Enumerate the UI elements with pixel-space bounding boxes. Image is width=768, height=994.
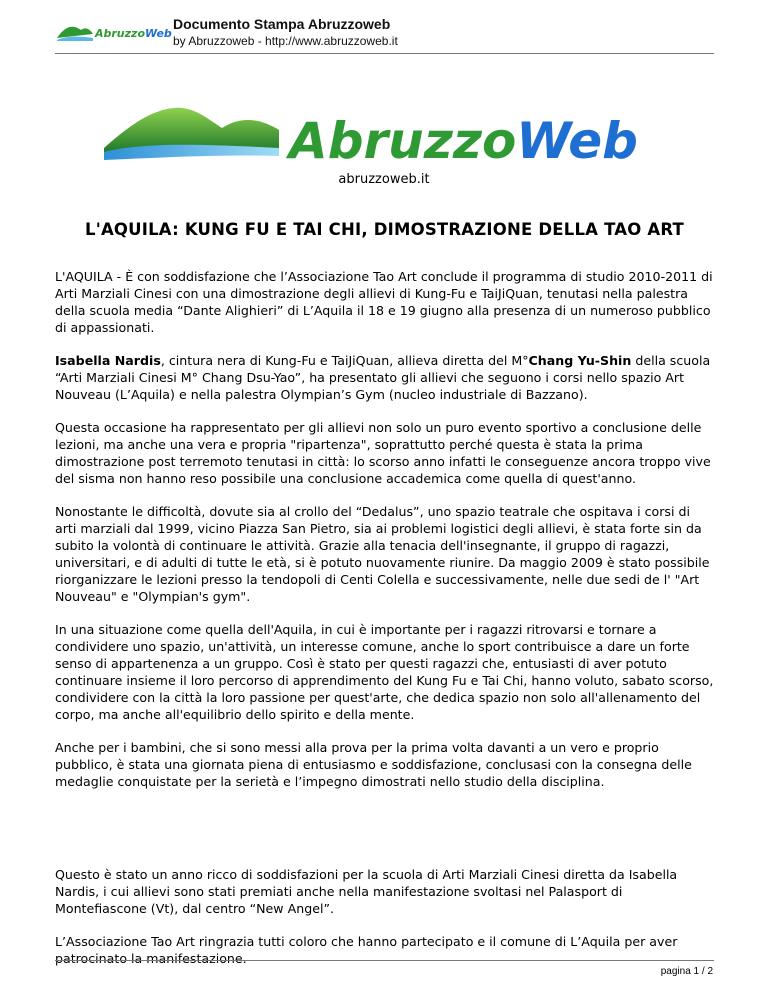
document-subtitle: by Abruzzoweb - http://www.abruzzoweb.it (173, 34, 398, 48)
paragraph-6: Anche per i bambini, che si sono messi alla prova per la prima volta davanti a un vero e proprio pubblico, è stata una giornata piena di entusiasmo e soddisfazione, conclusasi con la consegna delle medaglie conquistate per la serietà e l’impegno dimostrati nello studio della disciplina. (55, 740, 692, 789)
article-title: L'AQUILA: KUNG FU E TAI CHI, DIMOSTRAZIONE DELLA TAO ART (84, 220, 684, 239)
paragraph-3: Questa occasione ha rappresentato per gli allievi non solo un puro evento sportivo a conclusione delle lezioni, ma anche una vera e propria "ripartenza", soprattutto perché questa è stata la prima dimostrazione post terremoto tenutasi in città: lo scorso anno infatti le conseguenze ancora troppo vive del sisma non hanno reso possibile una conclusione accademica come quella di quest'anno. (55, 420, 711, 486)
page-number: pagina 1 / 2 (660, 966, 713, 977)
blank-space (55, 806, 715, 866)
paragraph-8: L’Associazione Tao Art ringrazia tutti coloro che hanno partecipato e il comune di L’Aquila per aver patrocinato la manifestazione. (55, 934, 678, 966)
svg-text:AbruzzoWeb: AbruzzoWeb (289, 112, 638, 170)
abruzzoweb-logo (104, 100, 644, 170)
paragraph-4: Nonostante le difficoltà, dovute sia al crollo del “Dedalus”, uno spazio teatrale che ospitava i corsi di arti marziali dal 1999, vicino Piazza San Pietro, sia ai problemi logistici degli allievi, è stata forte sin da subito la volontà di continuare le attività. Grazie alla tenacia dell'insegnante, il gruppo di ragazzi, universitari, e di adulti di tutte le età, si è potuto nuovamente riunire. Da maggio 2009 è stato possibile riorganizzare le lezioni presso la tendopoli di Centi Colella e successivamente, nelle due sedi de l' "Art Nouveau" e "Olympian's gym". (55, 504, 710, 604)
document-title: Documento Stampa Abruzzoweb (173, 16, 391, 32)
teacher-name: Isabella Nardis (55, 353, 161, 368)
footer-divider (55, 960, 714, 961)
article-body (55, 268, 715, 983)
paragraph-5: In una situazione come quella dell'Aquila, in cui è importante per i ragazzi ritrovarsi e tornare a condividere uno spazio, un'attività, un interesse comune, anche lo sport contribuisce a dare un forte senso di appartenenza a un gruppo. Così è stato per questi ragazzi che, entusiasti di aver potuto continuare insieme il loro percorso di apprendimento del Kung Fu e Tai Chi, hanno voluto, sabato scorso, condividere con la città la loro passione per quest'arte, che dedica spazio non solo all'allenamento del corpo, ma anche all'equilibrio dello spirito e della mente. (55, 622, 714, 722)
paragraph-2: Isabella Nardis, cintura nera di Kung-Fu e TaiJiQuan, allieva diretta del M°Chang Yu-Shin della scuola “Arti Marziali Cinesi M° Chang Dsu-Yao”, ha presentato gli allievi che seguono i corsi nello spazio Art Nouveau (L’Aquila) e nella palestra Olympian’s Gym (nucleo industriale di Bazzano). (55, 353, 711, 402)
paragraph-7: Questo è stato un anno ricco di soddisfazioni per la scuola di Arti Marziali Cinesi diretta da Isabella Nardis, i cui allievi sono stati premiati anche nella manifestazione svoltasi nel Palasport di Montefiascone (Vt), dal centro “New Angel”. (55, 867, 678, 916)
header-divider (55, 53, 714, 54)
site-url: abruzzoweb.it (338, 172, 430, 187)
svg-text:AbruzzoWeb: AbruzzoWeb (95, 27, 172, 40)
abruzzoweb-small-logo (55, 20, 172, 44)
print-header (55, 14, 714, 54)
master-name: Chang Yu-Shin (528, 353, 632, 368)
paragraph-1: L'AQUILA - È con soddisfazione che l’Associazione Tao Art conclude il programma di studio 2010-2011 di Arti Marziali Cinesi con una dimostrazione degli allievi di Kung-Fu e TaiJiQuan, tenutasi nella palestra della scuola media “Dante Alighieri” di L’Aquila il 18 e 19 giugno alla presenza di un numeroso pubblico di appassionati. (55, 269, 713, 335)
